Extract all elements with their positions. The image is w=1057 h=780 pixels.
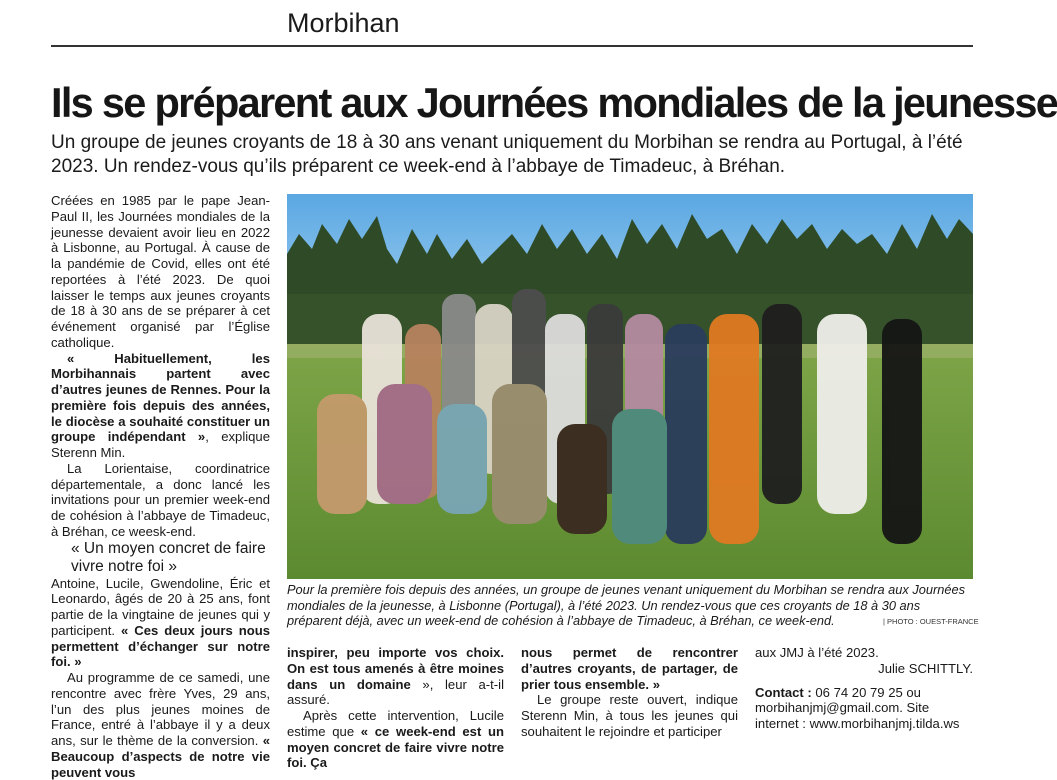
- paragraph: aux JMJ à l’été 2023.: [755, 645, 879, 660]
- contact-label: Contact :: [755, 684, 812, 700]
- quote: « Ces deux jours nous permettent d’échanger sur notre foi. »: [51, 622, 271, 670]
- photo-credit: | PHOTO : OUEST-FRANCE: [883, 617, 979, 626]
- deck: Un groupe de jeunes croyants de 18 à 30 ans venant uniquement du Morbihan se rendra au Portugal, à l’été 2023. Un rendez-vous qu’ils préparent ce week-end à l’abbaye de Timadeuc, à Bréhan.: [51, 132, 963, 177]
- paragraph: [287, 708, 504, 771]
- paragraph: Le groupe reste ouvert, indique Sterenn Min, à tous les jeunes qui souhaitent le rejoindre et participer: [521, 692, 738, 739]
- contact-info: [755, 685, 973, 732]
- paragraph-text: Antoine, Lucile, Gwendoline, Éric et Leonardo, âgés de 20 à 25 ans, font partie de la vingtaine de jeunes qui y participent.: [51, 575, 270, 638]
- section-title: Morbihan: [287, 8, 400, 38]
- paragraph-text: », leur a-t-il assuré.: [287, 676, 504, 708]
- group-photo: [287, 194, 973, 579]
- quote: inspirer, peu importe vos choix. On est tous amenés à être moines dans un domaine: [287, 645, 504, 692]
- paragraph-text: , explique Sterenn Min.: [51, 429, 270, 460]
- paragraph: [51, 670, 270, 780]
- quote: « ce week-end est un moyen concret de faire vivre notre foi. Ça: [287, 723, 504, 771]
- paragraph: La Lorientaise, coordinatrice départementale, a donc lancé les invitations pour un premier week-end de cohésion à l’abbaye de Timadeuc, à Bréhan, ce weesk-end.: [51, 460, 270, 539]
- paragraph: Créées en 1985 par le pape Jean-Paul II, les Journées mondiales de la jeunesse devaient avoir lieu en 2022 à Lisbonne, au Portugal. À cause de la pandémie de Covid, elles ont été reportées à l’été 2023. De quoi laisser le temps aux jeunes croyants de 18 à 30 ans de se préparer à cet événement organisé par l’Église catholique.: [51, 193, 270, 350]
- subheading: « Un moyen concret de faire vivre notre foi »: [71, 539, 266, 575]
- contact-text: 06 74 20 79 25 ou morbihanjmj@gmail.com. Site internet : www.morbihanjmj.tilda.ws: [755, 684, 960, 731]
- paragraph: [521, 645, 738, 692]
- headline: Ils se préparent aux Journées mondiales de la jeunesse: [51, 79, 1057, 126]
- quote: nous permet de rencontrer d’autres croyants, de partager, de prier tous ensemble. »: [521, 645, 738, 692]
- article-column-1: [51, 193, 270, 780]
- article-column-4: [755, 645, 973, 732]
- paragraph: [51, 351, 270, 461]
- paragraph: [287, 645, 504, 708]
- article-column-3: [521, 645, 738, 740]
- paragraph-text: Après cette intervention, Lucile estime que: [287, 708, 504, 739]
- photo-caption: Pour la première fois depuis des années, un groupe de jeunes venant uniquement du Morbihan se rendra aux Journées mondiales de la jeunesse, à Lisbonne (Portugal), à l’été 2023. Un rendez-vous que ces croyants de 18 à 30 ans préparent déjà, avec un week-end de cohésion à l’abbaye de Timadeuc, à Bréhan, ce week-end.: [287, 582, 965, 629]
- paragraph: [51, 576, 270, 671]
- quote: « Habituellement, les Morbihannais partent avec d’autres jeunes de Rennes. Pour la première fois depuis des années, le diocèse a souhaité constituer un groupe indépendant »: [51, 350, 270, 445]
- header-rule: [51, 45, 973, 47]
- article-column-2: [287, 645, 504, 771]
- paragraph-text: Au programme de ce samedi, une rencontre avec frère Yves, 29 ans, l’un des plus jeunes moines de France, entré à l’abbaye il y a deux ans, sur le thème de la conversion.: [51, 670, 270, 748]
- author: Julie SCHITTLY.: [878, 660, 973, 676]
- quote: « Beaucoup d’aspects de notre vie peuvent vous: [51, 733, 270, 780]
